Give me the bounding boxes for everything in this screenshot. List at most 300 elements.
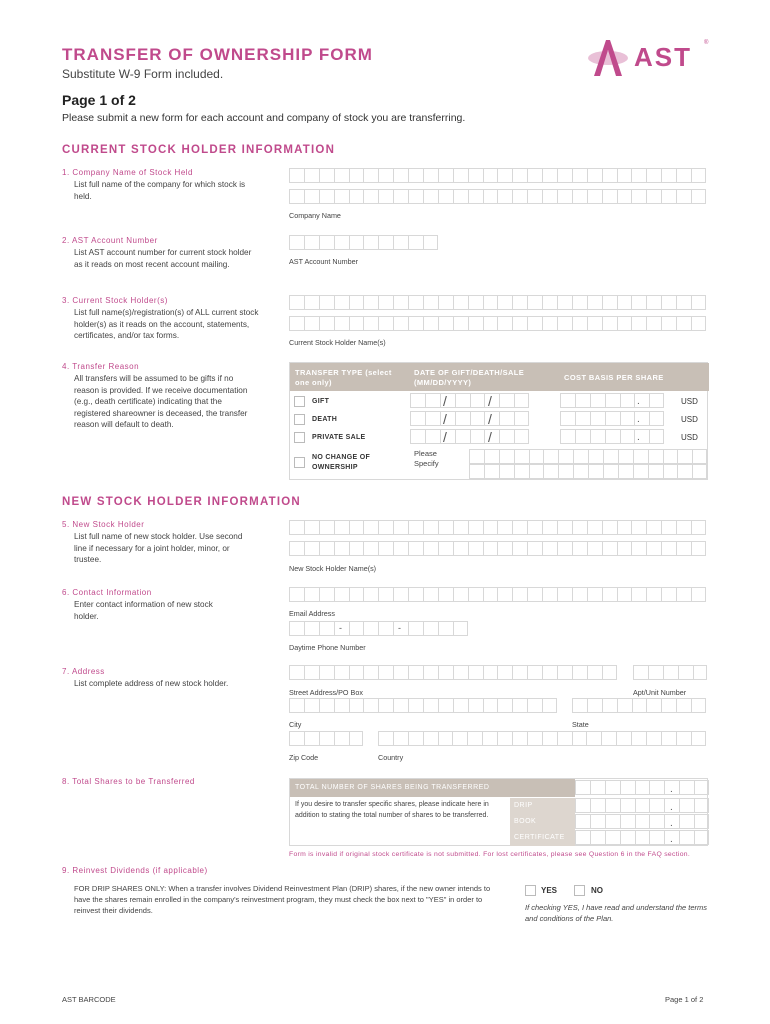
char-box[interactable] <box>542 520 557 535</box>
char-box[interactable] <box>289 189 304 204</box>
char-box[interactable] <box>601 731 616 746</box>
char-box[interactable] <box>334 189 349 204</box>
char-box[interactable] <box>319 189 334 204</box>
char-box[interactable] <box>617 316 632 331</box>
char-box[interactable] <box>542 665 557 680</box>
char-box[interactable] <box>440 429 455 444</box>
char-box[interactable] <box>378 189 393 204</box>
char-box[interactable] <box>557 587 572 602</box>
char-box[interactable] <box>679 830 694 845</box>
char-box[interactable] <box>543 449 558 464</box>
char-box[interactable] <box>349 235 364 250</box>
char-box[interactable] <box>661 316 676 331</box>
char-box[interactable] <box>605 830 620 845</box>
char-box[interactable] <box>575 798 590 813</box>
company-name-line1[interactable] <box>289 168 706 183</box>
char-box[interactable] <box>304 621 319 636</box>
char-box[interactable] <box>557 665 572 680</box>
char-box[interactable] <box>616 731 631 746</box>
char-box[interactable] <box>572 665 587 680</box>
gift-cost-field[interactable] <box>560 393 664 408</box>
char-box[interactable] <box>512 541 527 556</box>
char-box[interactable] <box>483 665 498 680</box>
char-box[interactable] <box>691 541 706 556</box>
char-box[interactable] <box>408 698 423 713</box>
char-box[interactable] <box>573 449 588 464</box>
char-box[interactable] <box>453 665 468 680</box>
char-box[interactable] <box>602 587 617 602</box>
char-box[interactable] <box>542 698 557 713</box>
char-box[interactable] <box>378 731 393 746</box>
char-box[interactable] <box>453 698 468 713</box>
char-box[interactable] <box>527 698 542 713</box>
death-checkbox[interactable] <box>294 414 305 425</box>
char-box[interactable] <box>408 316 423 331</box>
char-box[interactable] <box>572 731 587 746</box>
char-box[interactable] <box>468 698 483 713</box>
char-box[interactable] <box>497 698 512 713</box>
char-box[interactable] <box>649 393 664 408</box>
char-box[interactable] <box>527 665 542 680</box>
char-box[interactable] <box>691 189 706 204</box>
char-box[interactable] <box>363 698 378 713</box>
char-box[interactable] <box>542 316 557 331</box>
char-box[interactable] <box>453 621 468 636</box>
char-box[interactable] <box>633 665 648 680</box>
char-box[interactable] <box>378 168 393 183</box>
char-box[interactable] <box>527 731 542 746</box>
char-box[interactable] <box>602 316 617 331</box>
char-box[interactable] <box>590 830 605 845</box>
char-box[interactable] <box>468 665 483 680</box>
char-box[interactable] <box>663 449 678 464</box>
char-box[interactable] <box>470 411 485 426</box>
char-box[interactable] <box>363 235 378 250</box>
char-box[interactable] <box>438 541 453 556</box>
char-box[interactable] <box>542 168 557 183</box>
char-box[interactable] <box>349 621 364 636</box>
char-box[interactable] <box>289 665 304 680</box>
char-box[interactable] <box>676 316 691 331</box>
char-box[interactable] <box>393 587 408 602</box>
char-box[interactable] <box>408 731 423 746</box>
char-box[interactable] <box>512 316 527 331</box>
char-box[interactable] <box>590 798 605 813</box>
char-box[interactable] <box>661 295 676 310</box>
char-box[interactable] <box>635 830 650 845</box>
char-box[interactable] <box>543 464 558 479</box>
char-box[interactable] <box>440 393 455 408</box>
char-box[interactable] <box>304 520 319 535</box>
char-box[interactable] <box>649 830 664 845</box>
char-box[interactable] <box>542 587 557 602</box>
char-box[interactable] <box>319 587 334 602</box>
char-box[interactable] <box>649 411 664 426</box>
char-box[interactable] <box>572 541 587 556</box>
char-box[interactable] <box>468 295 483 310</box>
char-box[interactable] <box>378 587 393 602</box>
char-box[interactable] <box>587 541 602 556</box>
char-box[interactable] <box>512 168 527 183</box>
char-box[interactable] <box>631 316 646 331</box>
char-box[interactable] <box>676 168 691 183</box>
char-box[interactable] <box>602 168 617 183</box>
char-box[interactable] <box>363 295 378 310</box>
char-box[interactable] <box>661 541 676 556</box>
char-box[interactable] <box>349 520 364 535</box>
char-box[interactable] <box>319 520 334 535</box>
char-box[interactable] <box>482 731 497 746</box>
char-box[interactable] <box>663 464 678 479</box>
char-box[interactable] <box>438 731 453 746</box>
char-box[interactable] <box>646 541 661 556</box>
char-box[interactable] <box>423 168 438 183</box>
char-box[interactable] <box>334 235 349 250</box>
char-box[interactable] <box>363 541 378 556</box>
char-box[interactable] <box>514 411 529 426</box>
char-box[interactable] <box>617 698 632 713</box>
char-box[interactable] <box>646 168 661 183</box>
char-box[interactable] <box>663 665 678 680</box>
char-box[interactable] <box>334 587 349 602</box>
char-box[interactable] <box>691 168 706 183</box>
char-box[interactable] <box>363 168 378 183</box>
char-box[interactable] <box>605 780 620 795</box>
char-box[interactable] <box>334 520 349 535</box>
char-box[interactable] <box>468 168 483 183</box>
street-field[interactable] <box>289 665 617 680</box>
char-box[interactable] <box>483 698 498 713</box>
char-box[interactable] <box>453 295 468 310</box>
char-box[interactable] <box>661 587 676 602</box>
char-box[interactable] <box>423 189 438 204</box>
char-box[interactable] <box>453 587 468 602</box>
char-box[interactable] <box>605 429 620 444</box>
char-box[interactable] <box>423 316 438 331</box>
char-box[interactable] <box>499 464 514 479</box>
char-box[interactable] <box>304 731 319 746</box>
private-sale-cost-field[interactable] <box>560 429 664 444</box>
char-box[interactable] <box>363 587 378 602</box>
char-box[interactable] <box>676 587 691 602</box>
char-box[interactable] <box>410 411 425 426</box>
char-box[interactable] <box>676 295 691 310</box>
char-box[interactable] <box>423 731 438 746</box>
char-box[interactable] <box>393 698 408 713</box>
char-box[interactable] <box>575 429 590 444</box>
char-box[interactable] <box>590 780 605 795</box>
char-box[interactable] <box>363 316 378 331</box>
char-box[interactable] <box>676 189 691 204</box>
char-box[interactable] <box>557 541 572 556</box>
char-box[interactable] <box>635 798 650 813</box>
char-box[interactable] <box>676 698 691 713</box>
char-box[interactable] <box>334 731 349 746</box>
char-box[interactable] <box>631 295 646 310</box>
private-sale-checkbox[interactable] <box>294 432 305 443</box>
char-box[interactable] <box>455 393 470 408</box>
char-box[interactable] <box>453 520 468 535</box>
zip-field[interactable] <box>289 731 363 746</box>
char-box[interactable] <box>363 665 378 680</box>
char-box[interactable] <box>679 780 694 795</box>
char-box[interactable] <box>289 541 304 556</box>
char-box[interactable] <box>542 189 557 204</box>
char-box[interactable] <box>440 411 455 426</box>
char-box[interactable] <box>497 665 512 680</box>
char-box[interactable] <box>393 235 408 250</box>
char-box[interactable] <box>557 295 572 310</box>
no-checkbox[interactable] <box>574 885 585 896</box>
char-box[interactable] <box>558 449 573 464</box>
char-box[interactable] <box>572 189 587 204</box>
char-box[interactable] <box>646 189 661 204</box>
new-holder-line2[interactable] <box>289 541 706 556</box>
new-holder-line1[interactable] <box>289 520 706 535</box>
email-field[interactable] <box>289 587 706 602</box>
char-box[interactable] <box>529 449 544 464</box>
char-box[interactable] <box>349 731 364 746</box>
char-box[interactable] <box>497 587 512 602</box>
char-box[interactable] <box>512 731 527 746</box>
private-sale-date-field[interactable] <box>410 429 529 444</box>
char-box[interactable] <box>319 698 334 713</box>
char-box[interactable] <box>632 698 647 713</box>
char-box[interactable] <box>469 449 484 464</box>
char-box[interactable] <box>661 731 676 746</box>
char-box[interactable] <box>334 665 349 680</box>
char-box[interactable] <box>575 411 590 426</box>
char-box[interactable] <box>423 541 438 556</box>
char-box[interactable] <box>691 295 706 310</box>
char-box[interactable] <box>468 316 483 331</box>
char-box[interactable] <box>484 464 499 479</box>
char-box[interactable] <box>319 621 334 636</box>
char-box[interactable] <box>393 731 408 746</box>
char-box[interactable] <box>499 449 514 464</box>
char-box[interactable] <box>605 393 620 408</box>
char-box[interactable] <box>425 429 440 444</box>
char-box[interactable] <box>620 814 635 829</box>
char-box[interactable] <box>631 189 646 204</box>
char-box[interactable] <box>676 541 691 556</box>
char-box[interactable] <box>588 449 603 464</box>
char-box[interactable] <box>378 698 393 713</box>
char-box[interactable] <box>378 520 393 535</box>
char-box[interactable] <box>631 587 646 602</box>
char-box[interactable] <box>692 449 707 464</box>
char-box[interactable] <box>617 541 632 556</box>
char-box[interactable] <box>438 621 453 636</box>
char-box[interactable] <box>587 316 602 331</box>
char-box[interactable] <box>590 393 605 408</box>
char-box[interactable] <box>694 780 709 795</box>
char-box[interactable] <box>319 295 334 310</box>
char-box[interactable] <box>289 295 304 310</box>
char-box[interactable] <box>319 731 334 746</box>
char-box[interactable] <box>646 316 661 331</box>
char-box[interactable] <box>289 621 304 636</box>
char-box[interactable] <box>378 235 393 250</box>
char-box[interactable] <box>573 464 588 479</box>
char-box[interactable] <box>694 830 709 845</box>
char-box[interactable] <box>575 814 590 829</box>
char-box[interactable] <box>483 189 498 204</box>
char-box[interactable] <box>470 393 485 408</box>
char-box[interactable] <box>497 731 512 746</box>
char-box[interactable] <box>319 541 334 556</box>
char-box[interactable] <box>590 814 605 829</box>
char-box[interactable] <box>423 587 438 602</box>
char-box[interactable] <box>410 393 425 408</box>
char-box[interactable] <box>455 429 470 444</box>
char-box[interactable] <box>661 520 676 535</box>
char-box[interactable] <box>557 731 572 746</box>
char-box[interactable] <box>677 464 692 479</box>
char-box[interactable] <box>423 621 438 636</box>
char-box[interactable] <box>572 520 587 535</box>
char-box[interactable] <box>529 464 544 479</box>
char-box[interactable] <box>587 295 602 310</box>
char-box[interactable] <box>334 168 349 183</box>
char-box[interactable] <box>560 393 575 408</box>
char-box[interactable] <box>679 798 694 813</box>
char-box[interactable] <box>423 698 438 713</box>
char-box[interactable] <box>319 168 334 183</box>
char-box[interactable] <box>408 665 423 680</box>
char-box[interactable] <box>631 168 646 183</box>
char-box[interactable] <box>677 449 692 464</box>
char-box[interactable] <box>438 168 453 183</box>
char-box[interactable] <box>633 449 648 464</box>
char-box[interactable] <box>393 316 408 331</box>
char-box[interactable] <box>572 316 587 331</box>
char-box[interactable] <box>691 316 706 331</box>
char-box[interactable] <box>618 464 633 479</box>
char-box[interactable] <box>304 698 319 713</box>
char-box[interactable] <box>468 587 483 602</box>
char-box[interactable] <box>572 168 587 183</box>
char-box[interactable] <box>425 393 440 408</box>
char-box[interactable] <box>438 698 453 713</box>
char-box[interactable] <box>558 464 573 479</box>
char-box[interactable] <box>512 698 527 713</box>
char-box[interactable] <box>542 731 557 746</box>
char-box[interactable] <box>453 541 468 556</box>
char-box[interactable] <box>438 189 453 204</box>
char-box[interactable] <box>646 520 661 535</box>
char-box[interactable] <box>512 189 527 204</box>
char-box[interactable] <box>605 814 620 829</box>
char-box[interactable] <box>438 316 453 331</box>
char-box[interactable] <box>587 665 602 680</box>
char-box[interactable] <box>423 235 438 250</box>
char-box[interactable] <box>453 316 468 331</box>
book-shares-field[interactable] <box>575 814 709 829</box>
char-box[interactable] <box>468 541 483 556</box>
death-date-field[interactable] <box>410 411 529 426</box>
char-box[interactable] <box>453 168 468 183</box>
char-box[interactable] <box>605 798 620 813</box>
char-box[interactable] <box>560 411 575 426</box>
char-box[interactable] <box>557 189 572 204</box>
char-box[interactable] <box>694 814 709 829</box>
char-box[interactable] <box>483 520 498 535</box>
phone-field[interactable] <box>289 621 468 636</box>
char-box[interactable] <box>661 168 676 183</box>
char-box[interactable] <box>635 780 650 795</box>
char-box[interactable] <box>349 541 364 556</box>
char-box[interactable] <box>378 621 393 636</box>
char-box[interactable] <box>575 393 590 408</box>
char-box[interactable] <box>289 731 304 746</box>
char-box[interactable] <box>304 295 319 310</box>
char-box[interactable] <box>304 541 319 556</box>
char-box[interactable] <box>693 665 708 680</box>
no-change-checkbox[interactable] <box>294 457 305 468</box>
char-box[interactable] <box>455 411 470 426</box>
char-box[interactable] <box>679 814 694 829</box>
char-box[interactable] <box>484 449 499 464</box>
char-box[interactable] <box>438 295 453 310</box>
char-box[interactable] <box>590 411 605 426</box>
char-box[interactable] <box>423 520 438 535</box>
char-box[interactable] <box>618 449 633 464</box>
char-box[interactable] <box>646 295 661 310</box>
char-box[interactable] <box>423 665 438 680</box>
char-box[interactable] <box>408 541 423 556</box>
char-box[interactable] <box>588 464 603 479</box>
char-box[interactable] <box>646 731 661 746</box>
char-box[interactable] <box>408 235 423 250</box>
char-box[interactable] <box>631 520 646 535</box>
char-box[interactable] <box>304 665 319 680</box>
char-box[interactable] <box>691 587 706 602</box>
char-box[interactable] <box>676 520 691 535</box>
char-box[interactable] <box>378 295 393 310</box>
char-box[interactable] <box>590 429 605 444</box>
char-box[interactable] <box>691 731 706 746</box>
char-box[interactable] <box>620 393 635 408</box>
char-box[interactable] <box>631 541 646 556</box>
char-box[interactable] <box>605 411 620 426</box>
char-box[interactable] <box>408 189 423 204</box>
char-box[interactable] <box>649 780 664 795</box>
char-box[interactable] <box>304 189 319 204</box>
char-box[interactable] <box>319 235 334 250</box>
char-box[interactable] <box>620 429 635 444</box>
char-box[interactable] <box>408 520 423 535</box>
current-holder-line2[interactable] <box>289 316 706 331</box>
gift-date-field[interactable] <box>410 393 529 408</box>
char-box[interactable] <box>349 168 364 183</box>
char-box[interactable] <box>378 665 393 680</box>
char-box[interactable] <box>289 520 304 535</box>
char-box[interactable] <box>499 393 514 408</box>
char-box[interactable] <box>289 698 304 713</box>
specify-field-line2[interactable] <box>469 464 707 479</box>
char-box[interactable] <box>453 189 468 204</box>
char-box[interactable] <box>289 235 304 250</box>
char-box[interactable] <box>514 449 529 464</box>
char-box[interactable] <box>393 295 408 310</box>
char-box[interactable] <box>349 698 364 713</box>
char-box[interactable] <box>587 587 602 602</box>
char-box[interactable] <box>617 189 632 204</box>
char-box[interactable] <box>497 520 512 535</box>
char-box[interactable] <box>620 780 635 795</box>
char-box[interactable] <box>304 235 319 250</box>
